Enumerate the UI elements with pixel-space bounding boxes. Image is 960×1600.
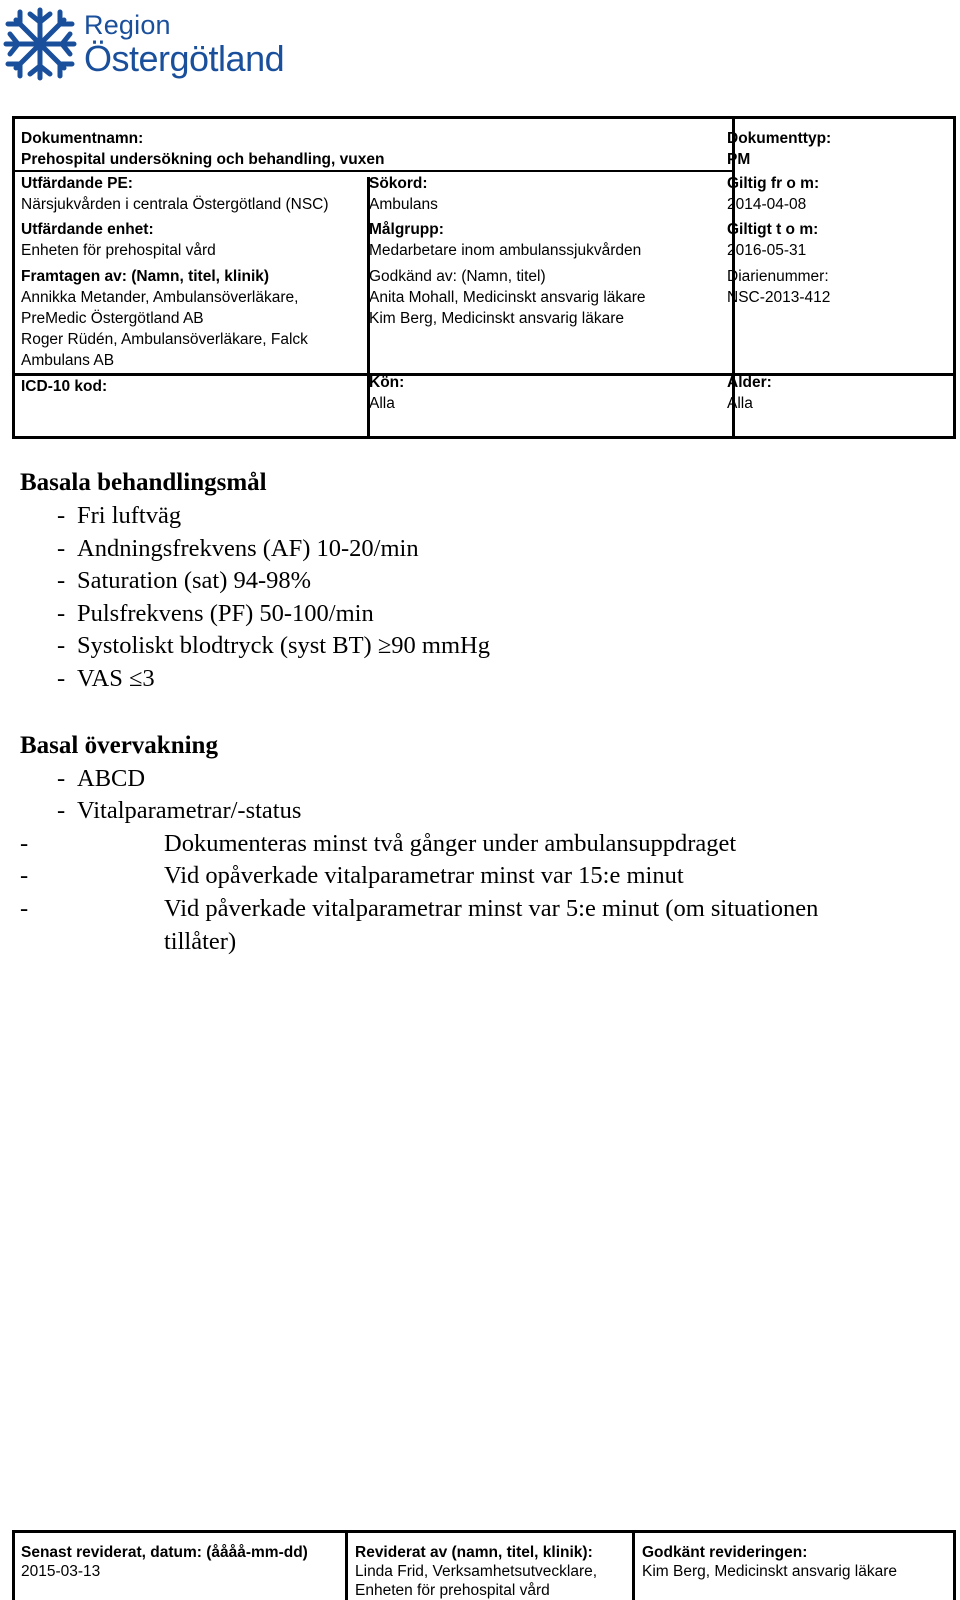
giltigt-tom-cell (727, 219, 818, 261)
alder-cell (727, 372, 772, 414)
diarienummer-cell (727, 266, 830, 308)
reviderat-av-line: Enheten för prehospital vård (355, 1582, 550, 1599)
list-item-text: Vitalparametrar/-status (77, 797, 302, 825)
list-item: - Pulsfrekvens (PF) 50-100/min (57, 599, 374, 627)
giltig-fr-value: 2014-04-08 (727, 196, 807, 213)
list-item-text: VAS ≤3 (77, 664, 155, 692)
framtagen-line: Roger Rüdén, Ambulansöverläkare, Falck (21, 331, 308, 348)
logo-line-region: Region (84, 9, 171, 40)
divider (15, 373, 953, 376)
alder-value: Alla (727, 395, 753, 412)
framtagen-line: Annikka Metander, Ambulansöverläkare, (21, 289, 299, 306)
dokumenttyp-value: PM (727, 151, 751, 168)
utfardande-pe-label: Utfärdande PE: (21, 175, 133, 192)
sub-list-item: - Vid påverkade vitalparametrar minst var 5:e minut (om situationen (20, 893, 950, 926)
list-item-text: Pulsfrekvens (PF) 50-100/min (77, 599, 374, 627)
godkand-line: Kim Berg, Medicinskt ansvarig läkare (369, 310, 624, 327)
list-item-text: ABCD (77, 764, 146, 792)
dokumentnamn-value: Prehospital undersökning och behandling, vuxen (21, 151, 385, 168)
sub-list-item: - Vid opåverkade vitalparametrar minst var 15:e minut (20, 860, 950, 893)
giltigt-tom-label: Giltigt t o m: (727, 221, 819, 238)
godkant-revideringen-cell (642, 1543, 897, 1581)
icd-cell (21, 376, 107, 397)
utfardande-enhet-value: Enheten för prehospital vård (21, 242, 216, 259)
section-title-overvakning: Basal övervakning (20, 731, 218, 759)
malgrupp-cell (369, 219, 641, 261)
dokumenttyp-label: Dokumenttyp: (727, 130, 832, 147)
document-body (20, 466, 950, 958)
sub-list-item-continuation (20, 926, 950, 959)
kon-label: Kön: (369, 374, 405, 391)
divider (15, 170, 732, 172)
giltigt-tom-value: 2016-05-31 (727, 242, 807, 259)
sokord-cell (369, 173, 438, 215)
revision-footer-table (12, 1530, 956, 1600)
utfardande-pe-value: Närsjukvården i centrala Östergötland (NSC) (21, 196, 329, 213)
godkant-revideringen-value: Kim Berg, Medicinskt ansvarig läkare (642, 1563, 897, 1580)
sokord-label: Sökord: (369, 175, 428, 192)
list-item-text: Saturation (sat) 94-98% (77, 567, 312, 595)
framtagen-line: PreMedic Östergötland AB (21, 310, 204, 327)
diarienummer-value: NSC-2013-412 (727, 289, 831, 306)
godkand-label: Godkänd av: (Namn, titel) (369, 268, 546, 285)
godkand-line: Anita Mohall, Medicinskt ansvarig läkare (369, 289, 646, 306)
kon-value: Alla (369, 395, 395, 412)
list-item: - Systoliskt blodtryck (syst BT) ≥90 mmHg (57, 632, 490, 660)
malgrupp-label: Målgrupp: (369, 221, 444, 238)
list-item: - Andningsfrekvens (AF) 10-20/min (57, 534, 419, 562)
dokumentnamn-label: Dokumentnamn: (21, 130, 144, 147)
reviderat-av-line: Linda Frid, Verksamhetsutvecklare, (355, 1563, 598, 1580)
divider (345, 1533, 348, 1600)
utfardande-enhet-label: Utfärdande enhet: (21, 221, 154, 238)
framtagen-line: Ambulans AB (21, 352, 115, 369)
sokord-value: Ambulans (369, 196, 438, 213)
list-item-text: Systoliskt blodtryck (syst BT) ≥90 mmHg (77, 632, 490, 660)
sub-list-item-text: Vid opåverkade vitalparametrar minst var 15:e minut (164, 862, 684, 890)
section-title-behandlingsmal: Basala behandlingsmål (20, 469, 267, 496)
reviderat-av-cell (355, 1543, 597, 1600)
list-item-text: Fri luftväg (77, 502, 182, 529)
senast-reviderat-label: Senast reviderat, datum: (åååå-mm-dd) (21, 1544, 308, 1561)
list-item-text: Andningsfrekvens (AF) 10-20/min (77, 534, 419, 562)
utfardande-enhet-cell (21, 219, 216, 261)
utfardande-pe-cell (21, 173, 329, 215)
kon-cell (369, 372, 404, 414)
region-ostergotland-logo (0, 4, 284, 84)
list-item: - VAS ≤3 (57, 664, 155, 692)
list-item: - Saturation (sat) 94-98% (57, 567, 312, 595)
godkand-cell (369, 266, 646, 329)
list-item: - Vitalparametrar/-status (57, 797, 302, 825)
diarienummer-label: Diarienummer: (727, 268, 829, 285)
malgrupp-value: Medarbetare inom ambulanssjukvården (369, 242, 642, 259)
logo-line-ostergotland: Östergötland (84, 37, 285, 79)
list-item: - ABCD (57, 764, 146, 792)
sub-list-item: - Dokumenteras minst två gånger under ambulansuppdraget (20, 828, 950, 861)
icd-label: ICD-10 kod: (21, 378, 108, 395)
godkant-revideringen-label: Godkänt revideringen: (642, 1544, 808, 1561)
sub-list-item-text: tillåter) (164, 927, 237, 955)
divider (632, 1533, 635, 1600)
sub-list-item-text: Dokumenteras minst två gånger under ambulansuppdraget (164, 829, 737, 857)
list-item: - Fri luftväg (57, 502, 182, 529)
giltig-fr-cell (727, 173, 819, 215)
giltig-fr-label: Giltig fr o m: (727, 175, 820, 192)
reviderat-av-label: Reviderat av (namn, titel, klinik): (355, 1544, 593, 1561)
framtagen-cell (21, 266, 308, 371)
document-header-table (12, 116, 956, 439)
dokumenttyp-cell (727, 128, 831, 170)
framtagen-label: Framtagen av: (Namn, titel, klinik) (21, 268, 270, 285)
flower-emblem-icon (0, 4, 80, 84)
sub-list-item-text: Vid påverkade vitalparametrar minst var 5:e minut (om situationen (164, 894, 819, 922)
dokumentnamn-cell (21, 128, 384, 170)
senast-reviderat-value: 2015-03-13 (21, 1563, 101, 1580)
senast-reviderat-cell (21, 1543, 308, 1581)
alder-label: Ålder: (727, 374, 772, 391)
